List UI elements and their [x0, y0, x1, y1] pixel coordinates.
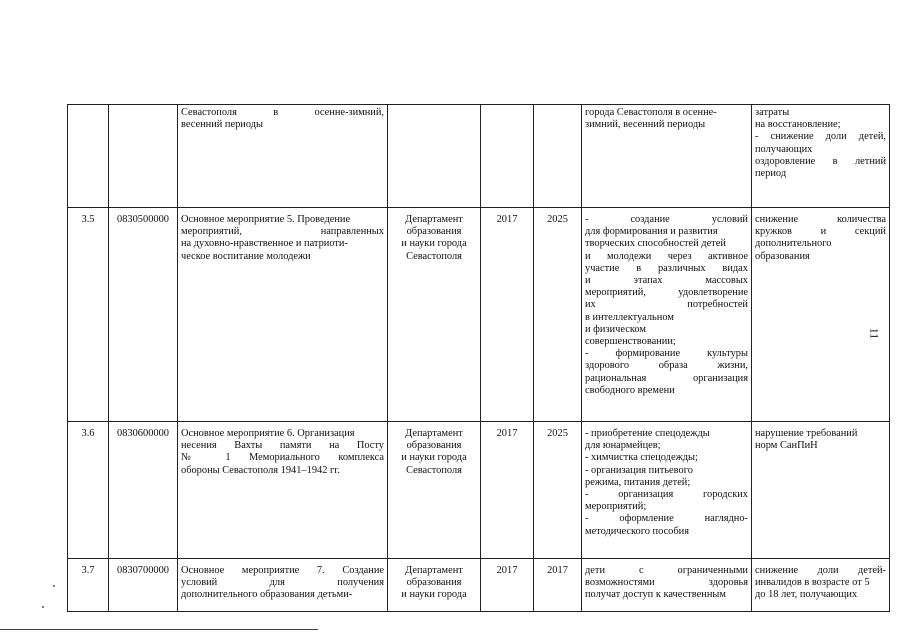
expected-result-cell: [582, 559, 752, 612]
expected-result-cell-line: здорового образа жизни,: [585, 360, 748, 372]
executor-cell: [388, 559, 481, 612]
risk-consequence-cell-line: инвалидов в возрасте от 5: [755, 577, 870, 589]
scan-speck: [42, 606, 44, 608]
expected-result-cell-line: их потребностей: [585, 299, 748, 311]
budget-code-cell: [109, 422, 178, 559]
activity-name-cell-line: ческое воспитание молодежи: [181, 250, 311, 262]
start-year-cell: [481, 422, 534, 559]
expected-result-cell-line: и этапах массовых: [585, 275, 748, 287]
start-year-cell: [481, 208, 534, 422]
activity-name-cell-line: обороны Севастополя 1941–1942 гг.: [181, 464, 340, 476]
end-year-cell: [534, 422, 582, 559]
item-number-cell: [68, 208, 109, 422]
risk-consequence-cell-line: оздоровление в летний: [755, 155, 886, 167]
expected-result-cell-line: режима, питания детей;: [585, 476, 691, 488]
risk-consequence-cell: [752, 422, 890, 559]
risk-consequence-cell-line: период: [755, 168, 787, 180]
item-number-cell-text: 3.7: [81, 565, 95, 576]
executor-cell-line: и науки города: [401, 452, 467, 464]
executor-cell: [388, 208, 481, 422]
end-year-cell: [534, 559, 582, 612]
expected-result-cell-line: творческих способностей детей: [585, 238, 726, 250]
risk-consequence-cell-line: нарушение требований: [755, 428, 858, 439]
table-row: [68, 105, 890, 208]
table-row: [68, 559, 890, 612]
item-number-cell: [68, 422, 109, 559]
expected-result-cell-line: - оформление наглядно-: [585, 513, 748, 525]
item-number-cell-text: 3.5: [81, 214, 95, 225]
expected-result-cell: [582, 422, 752, 559]
item-number-cell: [68, 105, 109, 208]
executor-cell-line: Департамент: [405, 565, 463, 576]
table-body: [68, 105, 890, 612]
activity-name-cell-line: № 1 Мемориального комплекса: [181, 452, 384, 464]
activity-name-cell-line: дополнительного образования детьми-: [181, 589, 353, 601]
activity-name-cell: [178, 422, 388, 559]
expected-result-cell-line: мероприятий, удовлетворение: [585, 287, 748, 299]
risk-consequence-cell-line: - снижение доли детей,: [755, 131, 886, 143]
footer-rule: [0, 629, 318, 630]
activity-name-cell-line: Основное мероприятие 7. Создание: [181, 565, 384, 576]
risk-consequence-cell: [752, 559, 890, 612]
budget-code-cell-text: 0830600000: [117, 428, 169, 439]
expected-result-cell-line: - химчистка спецодежды;: [585, 452, 698, 464]
activity-name-cell: [178, 559, 388, 612]
expected-result-cell: [582, 105, 752, 208]
table-row: [68, 422, 890, 559]
start-year-cell-text: 2017: [496, 214, 518, 225]
expected-result-cell-line: возможностями здоровья: [585, 577, 748, 589]
scan-speck: [53, 585, 55, 587]
budget-code-cell-text: 0830700000: [117, 565, 169, 576]
executor-cell-line: образования: [406, 440, 462, 452]
activity-name-cell-line: на духовно-нравственное и патриоти-: [181, 238, 348, 250]
executor-cell-line: образования: [406, 226, 462, 238]
executor-cell-line: Департамент: [405, 428, 463, 439]
end-year-cell: [534, 105, 582, 208]
activity-name-cell-line: условий для получения: [181, 577, 384, 589]
activity-name-cell-line: несения Вахты памяти на Посту: [181, 440, 384, 452]
executor-cell-line: образования: [406, 577, 462, 589]
table-row: [68, 208, 890, 422]
executor-cell: [388, 105, 481, 208]
start-year-cell-text: 2017: [496, 428, 518, 439]
risk-consequence-cell: [752, 105, 890, 208]
expected-result-cell-line: - формирование культуры: [585, 348, 748, 360]
risk-consequence-cell-line: снижение количества: [755, 214, 886, 225]
activity-name-cell-line: Основное мероприятие 6. Организация: [181, 428, 355, 439]
expected-result-cell-line: и молодежи через активное: [585, 250, 748, 262]
activity-name-cell-line: мероприятий, направленных: [181, 226, 384, 238]
expected-result-cell-line: мероприятий;: [585, 501, 647, 513]
expected-result-cell-line: дети с ограниченными: [585, 565, 748, 576]
start-year-cell-text: 2017: [496, 565, 518, 576]
item-number-cell: [68, 559, 109, 612]
expected-result-cell-line: - организация питьевого: [585, 464, 693, 476]
expected-result-cell-line: зимний, весенний периоды: [585, 119, 706, 131]
budget-code-cell: [109, 559, 178, 612]
risk-consequence-cell-line: до 18 лет, получающих: [755, 589, 858, 601]
executor-cell-line: и науки города: [401, 238, 467, 250]
expected-result-cell-line: - приобретение спецодежды: [585, 428, 710, 439]
risk-consequence-cell-line: затраты: [755, 107, 790, 118]
risk-consequence-cell-line: образования: [755, 250, 810, 262]
risk-consequence-cell-line: норм СанПиН: [755, 440, 818, 452]
activity-name-cell-line: весенний периоды: [181, 119, 263, 131]
expected-result-cell-line: и физическом: [585, 323, 646, 335]
budget-code-cell: [109, 105, 178, 208]
expected-result-cell-line: методического пособия: [585, 525, 690, 537]
risk-consequence-cell-line: получающих: [755, 143, 813, 155]
activity-name-cell-line: Севастополя в осенне-зимний,: [181, 107, 384, 118]
end-year-cell: [534, 208, 582, 422]
executor-cell-line: и науки города: [401, 589, 467, 601]
expected-result-cell-line: в интеллектуальном: [585, 311, 674, 323]
program-activities-table: [67, 104, 890, 612]
risk-consequence-cell: [752, 208, 890, 422]
activity-name-cell: [178, 208, 388, 422]
executor-cell-line: Севастополя: [406, 464, 462, 476]
executor-cell-line: Севастополя: [406, 250, 462, 262]
expected-result-cell-line: - организация городских: [585, 489, 748, 501]
expected-result-cell-line: получат доступ к качественным: [585, 589, 726, 601]
risk-consequence-cell-line: снижение доли детей-: [755, 565, 886, 576]
budget-code-cell: [109, 208, 178, 422]
expected-result-cell-line: участие в различных видах: [585, 262, 748, 274]
expected-result-cell-line: совершенствовании;: [585, 336, 676, 348]
budget-code-cell-text: 0830500000: [117, 214, 169, 225]
expected-result-cell-line: для юнармейцев;: [585, 440, 661, 452]
end-year-cell-text: 2017: [547, 565, 568, 576]
expected-result-cell-line: рациональная организация: [585, 372, 748, 384]
expected-result-cell: [582, 208, 752, 422]
risk-consequence-cell-line: на восстановление;: [755, 119, 841, 131]
expected-result-cell-line: города Севастополя в осенне-: [585, 107, 717, 118]
executor-cell: [388, 422, 481, 559]
start-year-cell: [481, 559, 534, 612]
start-year-cell: [481, 105, 534, 208]
risk-consequence-cell-line: кружков и секций: [755, 226, 886, 238]
end-year-cell-text: 2025: [547, 428, 568, 439]
activity-name-cell-line: Основное мероприятие 5. Проведение: [181, 214, 351, 225]
expected-result-cell-line: для формирования и развития: [585, 226, 718, 238]
item-number-cell-text: 3.6: [81, 428, 95, 439]
risk-consequence-cell-line: дополнительного: [755, 238, 832, 250]
page-number: 11: [867, 327, 882, 340]
expected-result-cell-line: свободного времени: [585, 384, 675, 396]
expected-result-cell-line: - создание условий: [585, 214, 748, 225]
end-year-cell-text: 2025: [547, 214, 568, 225]
activity-name-cell: [178, 105, 388, 208]
executor-cell-line: Департамент: [405, 214, 463, 225]
